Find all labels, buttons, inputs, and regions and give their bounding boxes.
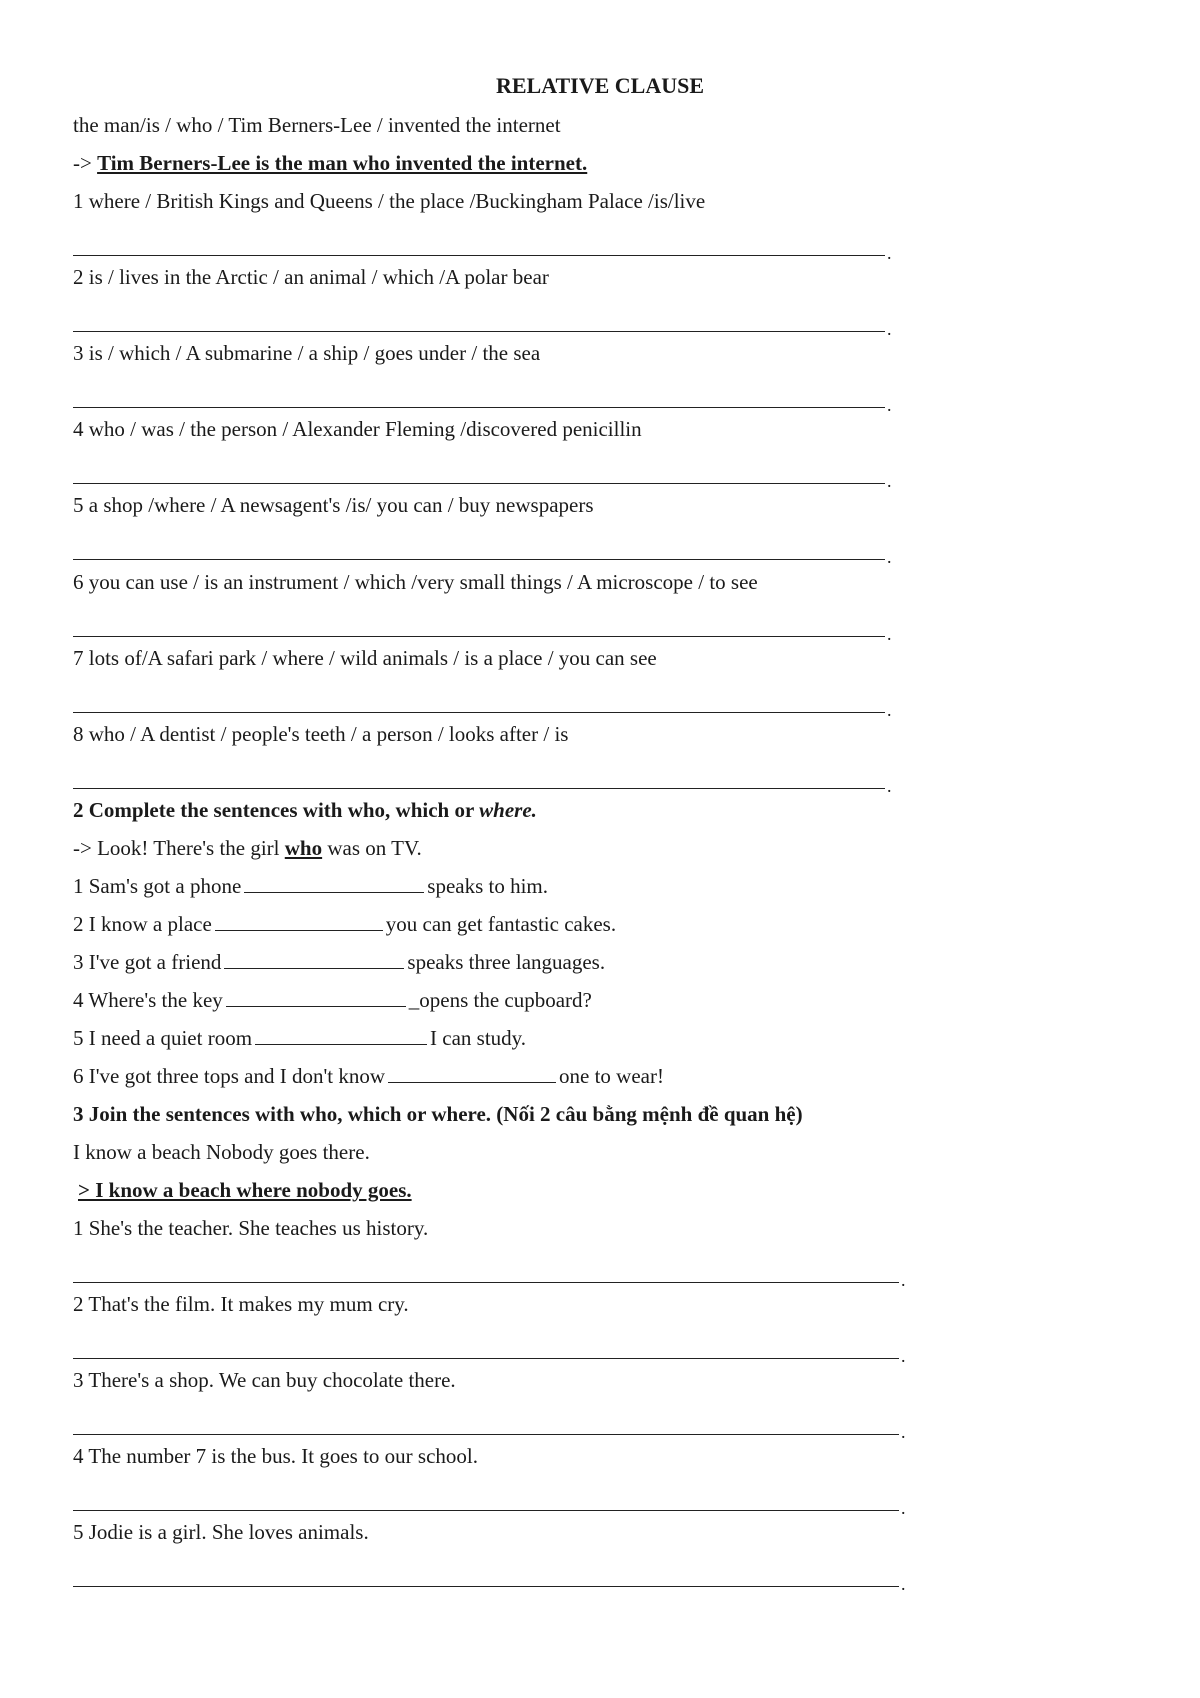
answer-line-1-2[interactable]: . [73,312,893,332]
part2-example [73,836,422,860]
part1-item-2: 2 is / lives in the Arctic / an animal / which /A polar bear [73,265,549,289]
part1-item-6: 6 you can use / is an instrument / which /very small things / A microscope / to see [73,570,758,594]
part2-item-6-after: one to wear! [559,1064,664,1088]
part2-item-1-after: speaks to him. [427,874,549,898]
part1-item-4: 4 who / was / the person / Alexander Fleming /discovered penicillin [73,417,642,441]
answer-line-1-4[interactable]: . [73,464,893,484]
part2-item-4 [73,988,592,1012]
part1-example-prompt: the man/is / who / Tim Berners-Lee / invented the internet [73,113,561,137]
part3-item-2: 2 That's the film. It makes my mum cry. [73,1292,409,1316]
part2-item-3 [73,950,605,974]
part1-item-8: 8 who / A dentist / people's teeth / a person / looks after / is [73,722,569,746]
part3-item-5: 5 Jodie is a girl. She loves animals. [73,1520,369,1544]
part2-item-6 [73,1064,664,1088]
part2-item-6-before: 6 I've got three tops and I don't know [73,1064,386,1088]
arrow-marker: -> [73,151,92,175]
blank-2-5[interactable] [255,1026,427,1045]
part3-heading: 3 Join the sentences with who, which or where. (Nối 2 câu bằng mệnh đề quan hệ) [73,1102,803,1126]
answer-line-3-1[interactable]: . [73,1263,907,1283]
part3-item-3: 3 There's a shop. We can buy chocolate there. [73,1368,456,1392]
part2-item-4-after: _opens the cupboard? [408,988,592,1012]
part1-item-3: 3 is / which / A submarine / a ship / goes under / the sea [73,341,541,365]
blank-2-3[interactable] [224,950,404,969]
part1-example-answer-row [73,151,587,175]
blank-2-1[interactable] [244,874,424,893]
answer-line-1-1[interactable]: . [73,236,893,256]
part2-example-after: was on TV. [327,836,422,860]
answer-line-1-7[interactable]: . [73,693,893,713]
part2-item-4-before: 4 Where's the key [73,988,223,1012]
answer-line-1-8[interactable]: . [73,769,893,789]
part2-example-before: -> Look! There's the girl [73,836,280,860]
part2-item-5 [73,1026,526,1050]
part2-example-word: who [284,836,323,860]
part2-item-2-after: you can get fantastic cakes. [385,912,617,936]
part2-item-2 [73,912,616,936]
part3-example-prompt: I know a beach Nobody goes there. [73,1140,370,1164]
answer-line-3-4[interactable]: . [73,1491,907,1511]
part3-item-4: 4 The number 7 is the bus. It goes to our school. [73,1444,478,1468]
page-title: RELATIVE CLAUSE [495,73,705,98]
answer-line-3-3[interactable]: . [73,1415,907,1435]
answer-line-1-3[interactable]: . [73,388,893,408]
part2-item-5-before: 5 I need a quiet room [73,1026,253,1050]
part2-item-3-before: 3 I've got a friend [73,950,222,974]
part2-heading [73,798,537,822]
part2-heading-main: 2 Complete the sentences with who, which or [73,798,474,822]
part1-example-answer: Tim Berners-Lee is the man who invented the internet. [97,151,588,175]
part2-item-1-before: 1 Sam's got a phone [73,874,242,898]
answer-line-1-5[interactable]: . [73,540,893,560]
answer-line-1-6[interactable]: . [73,617,893,637]
part2-item-2-before: 2 I know a place [73,912,212,936]
blank-2-4[interactable] [226,988,406,1007]
part2-item-5-after: I can study. [430,1026,527,1050]
part1-item-7: 7 lots of/A safari park / where / wild animals / is a place / you can see [73,646,657,670]
part2-heading-italic: where. [479,798,537,822]
blank-2-6[interactable] [388,1064,556,1083]
part3-item-1: 1 She's the teacher. She teaches us history. [73,1216,429,1240]
answer-line-3-2[interactable]: . [73,1339,907,1359]
answer-line-3-5[interactable]: . [73,1567,907,1587]
part1-item-1: 1 where / British Kings and Queens / the place /Buckingham Palace /is/live [73,189,706,213]
blank-2-2[interactable] [215,912,383,931]
part2-item-1 [73,874,548,898]
part3-example-answer: > I know a beach where nobody goes. [78,1178,412,1202]
part1-item-5: 5 a shop /where / A newsagent's /is/ you can / buy newspapers [73,493,594,517]
part2-item-3-after: speaks three languages. [407,950,606,974]
